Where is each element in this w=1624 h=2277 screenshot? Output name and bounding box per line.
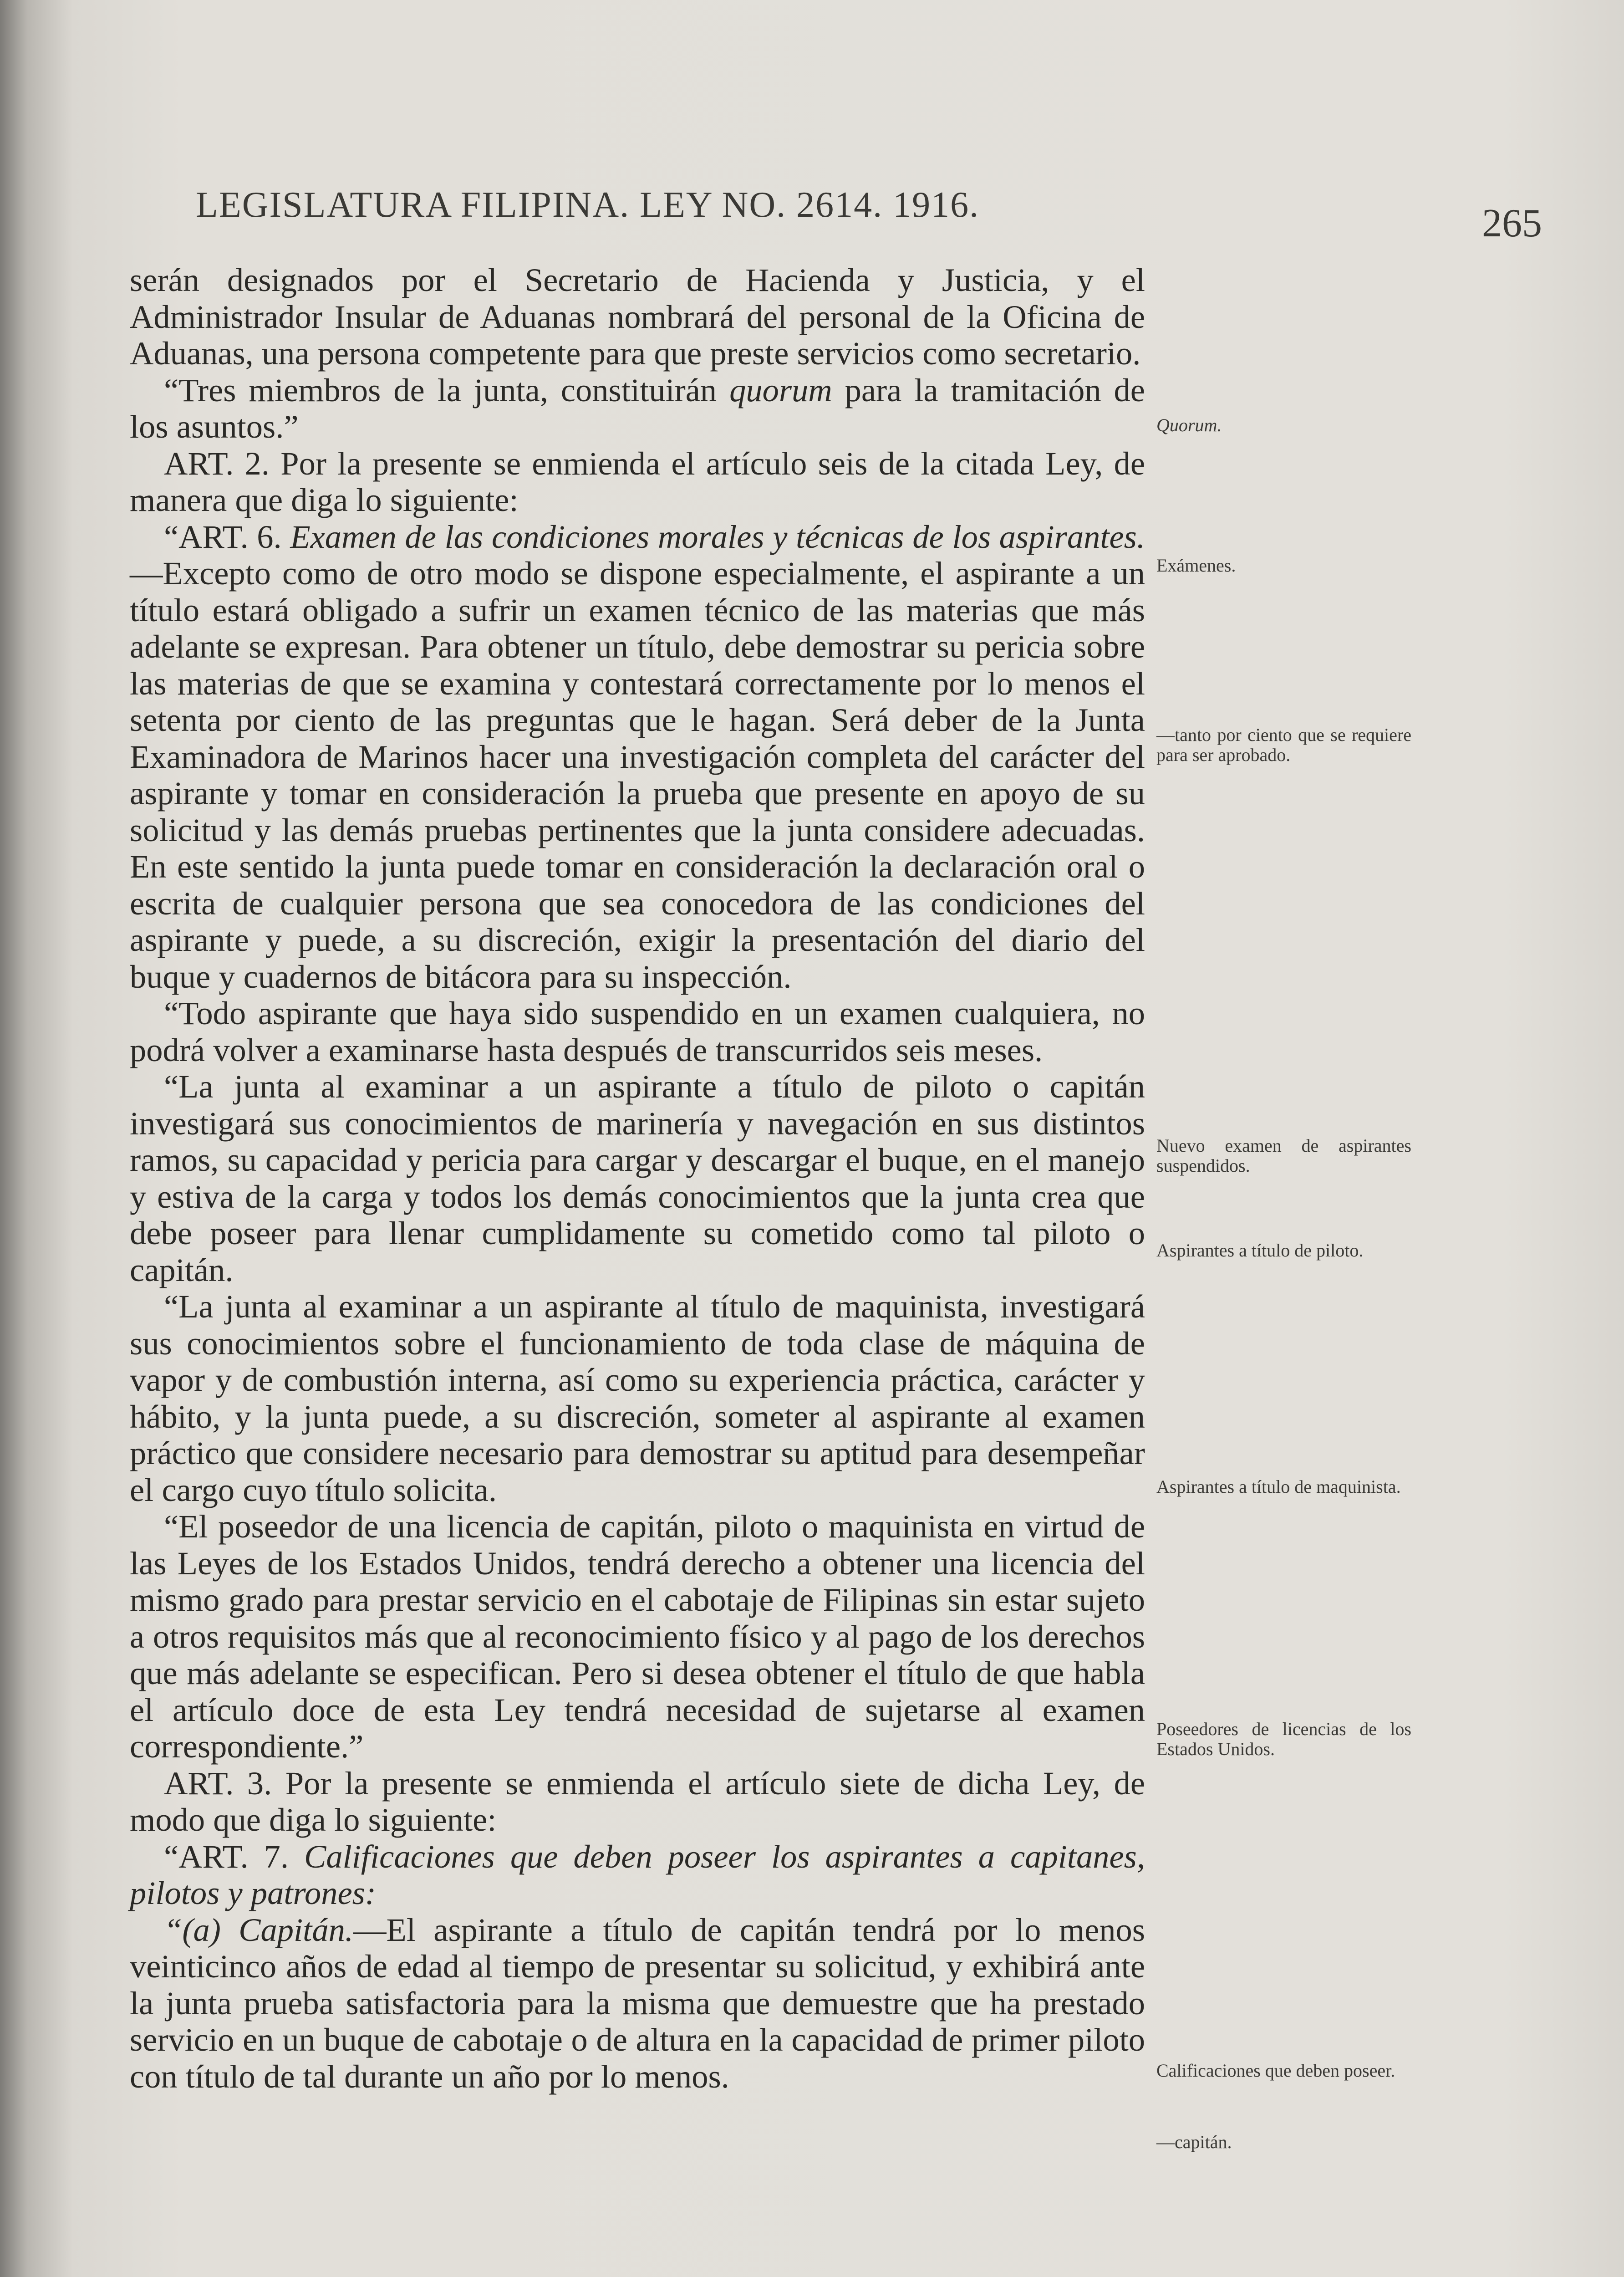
article-paragraph: ART. 2. Por la presente se enmienda el artículo seis de la citada Ley, de manera que diga lo siguiente: [130,444,1145,518]
article-paragraph [130,1838,1145,1912]
subsection-heading: “(a) Capitán. [164,1911,353,1948]
paragraph: “El poseedor de una licencia de capitán, piloto o maquinista en virtud de las Leyes de los Estados Unidos, tendrá derecho a obtener una licencia del mismo grado para prestar servicio en el cabotaje de Filipinas sin estar sujeto a otros requisitos más que al reconocimiento físico y al pago de los derechos que más adelante se especifican. Pero si desea obtener el título de que habla el artículo doce de esta Ley tendrá necesidad de sujetarse al examen correspondiente.” [130,1508,1145,1765]
paragraph: serán designados por el Secretario de Hacienda y Justicia, y el Administrador Insular de Aduanas nombrará del personal de la Oficina de Aduanas, una persona competente para que preste servicios como secretario. [130,261,1145,372]
article-label: “ART. 7. [164,1838,289,1875]
article-paragraph: ART. 3. Por la presente se enmienda el artículo siete de dicha Ley, de modo que diga lo siguiente: [130,1764,1145,1838]
paragraph: “La junta al examinar a un aspirante a título de piloto o capitán investigará sus conocimientos de marinería y navegación en sus distintos ramos, su capacidad y pericia para cargar y descargar el buque, en el manejo y estiva de la carga y todos los demás conocimientos que la junta crea que debe poseer para llenar cumplidamente su cometido como tal piloto o capitán. [130,1068,1145,1288]
article-heading: Examen de las condiciones morales y técnicas de los aspirantes. [281,518,1145,555]
paragraph: “Todo aspirante que haya sido suspendido en un examen cualquiera, no podrá volver a examinarse hasta después de transcurridos seis meses. [130,995,1145,1068]
paragraph: “Tres miembros de la junta, constituirán quorum para la tramitación de los asuntos.” [130,371,1145,445]
margin-note-maquinista: Aspirantes a título de maquinista. [1156,1476,1401,1497]
margin-note-poseedores: Poseedores de licencias de los Estados Unidos. [1156,1719,1411,1759]
article-label: ART. 3. [164,1764,272,1802]
running-head: LEGISLATURA FILIPINA. LEY NO. 2614. 1916. [196,185,980,225]
body-text [130,262,1145,2095]
margin-note-piloto: Aspirantes a título de piloto. [1156,1240,1364,1261]
article-label: “ART. 6. [164,518,282,555]
article-label: ART. 2. [164,444,270,482]
article-heading: Calificaciones que deben poseer los aspirantes a capitanes, pilotos y patrones: [130,1838,1145,1911]
page-number: 265 [1482,201,1542,245]
margin-note-nuevo-examen: Nuevo examen de aspirantes suspendidos. [1156,1135,1411,1176]
margin-note-calificaciones: Calificaciones que deben poseer. [1156,2060,1395,2081]
article-paragraph: “ART. 6. Examen de las condiciones morales y técnicas de los aspirantes.—Excepto como de otro modo se dispone especialmente, el aspirante a un título estará obligado a sufrir un examen técnico de las materias que más adelante se expresan. Para obtener un título, debe demostrar su pericia sobre las materias de que se examina y contestará correctamente por lo menos el setenta por ciento de las preguntas que le hagan. Será deber de la Junta Examinadora de Marinos hacer una investigación completa del carácter del aspirante y tomar en consideración la prueba que presente en apoyo de su solicitud y las demás pruebas pertinentes que la junta considere adecuadas. En este sentido la junta puede tomar en consideración la declaración oral o escrita de cualquier persona que sea conocedora de las condiciones del aspirante y puede, a su discreción, exigir la presentación del diario del buque y cuadernos de bitácora para su inspección. [130,518,1145,995]
margin-note-examenes: Exámenes. [1156,555,1236,576]
paragraph: “La junta al examinar a un aspirante al título de maquinista, investigará sus conocimientos sobre el funcionamiento de toda clase de máquina de vapor y de combustión interna, así como su experiencia práctica, carácter y hábito, y la junta puede, a su discreción, someter al aspirante al examen práctico que considere necesario para demostrar su aptitud para desempeñar el cargo cuyo título solicita. [130,1288,1145,1508]
margin-note-quorum: Quorum. [1156,415,1222,435]
margin-note-capitan: —capitán. [1156,2132,1232,2152]
margin-note-tanto-por-ciento: —tanto por ciento que se requiere para ser aprobado. [1156,725,1411,765]
paragraph: “(a) Capitán.—El aspirante a título de capitán tendrá por lo menos veinticinco años de edad al tiempo de presentar su solicitud, y exhibirá ante la junta prueba satisfactoria para la misma que demuestre que ha prestado servicio en un buque de cabotaje o de altura en la capacidad de primer piloto con título de tal durante un año por lo menos. [130,1911,1145,2095]
